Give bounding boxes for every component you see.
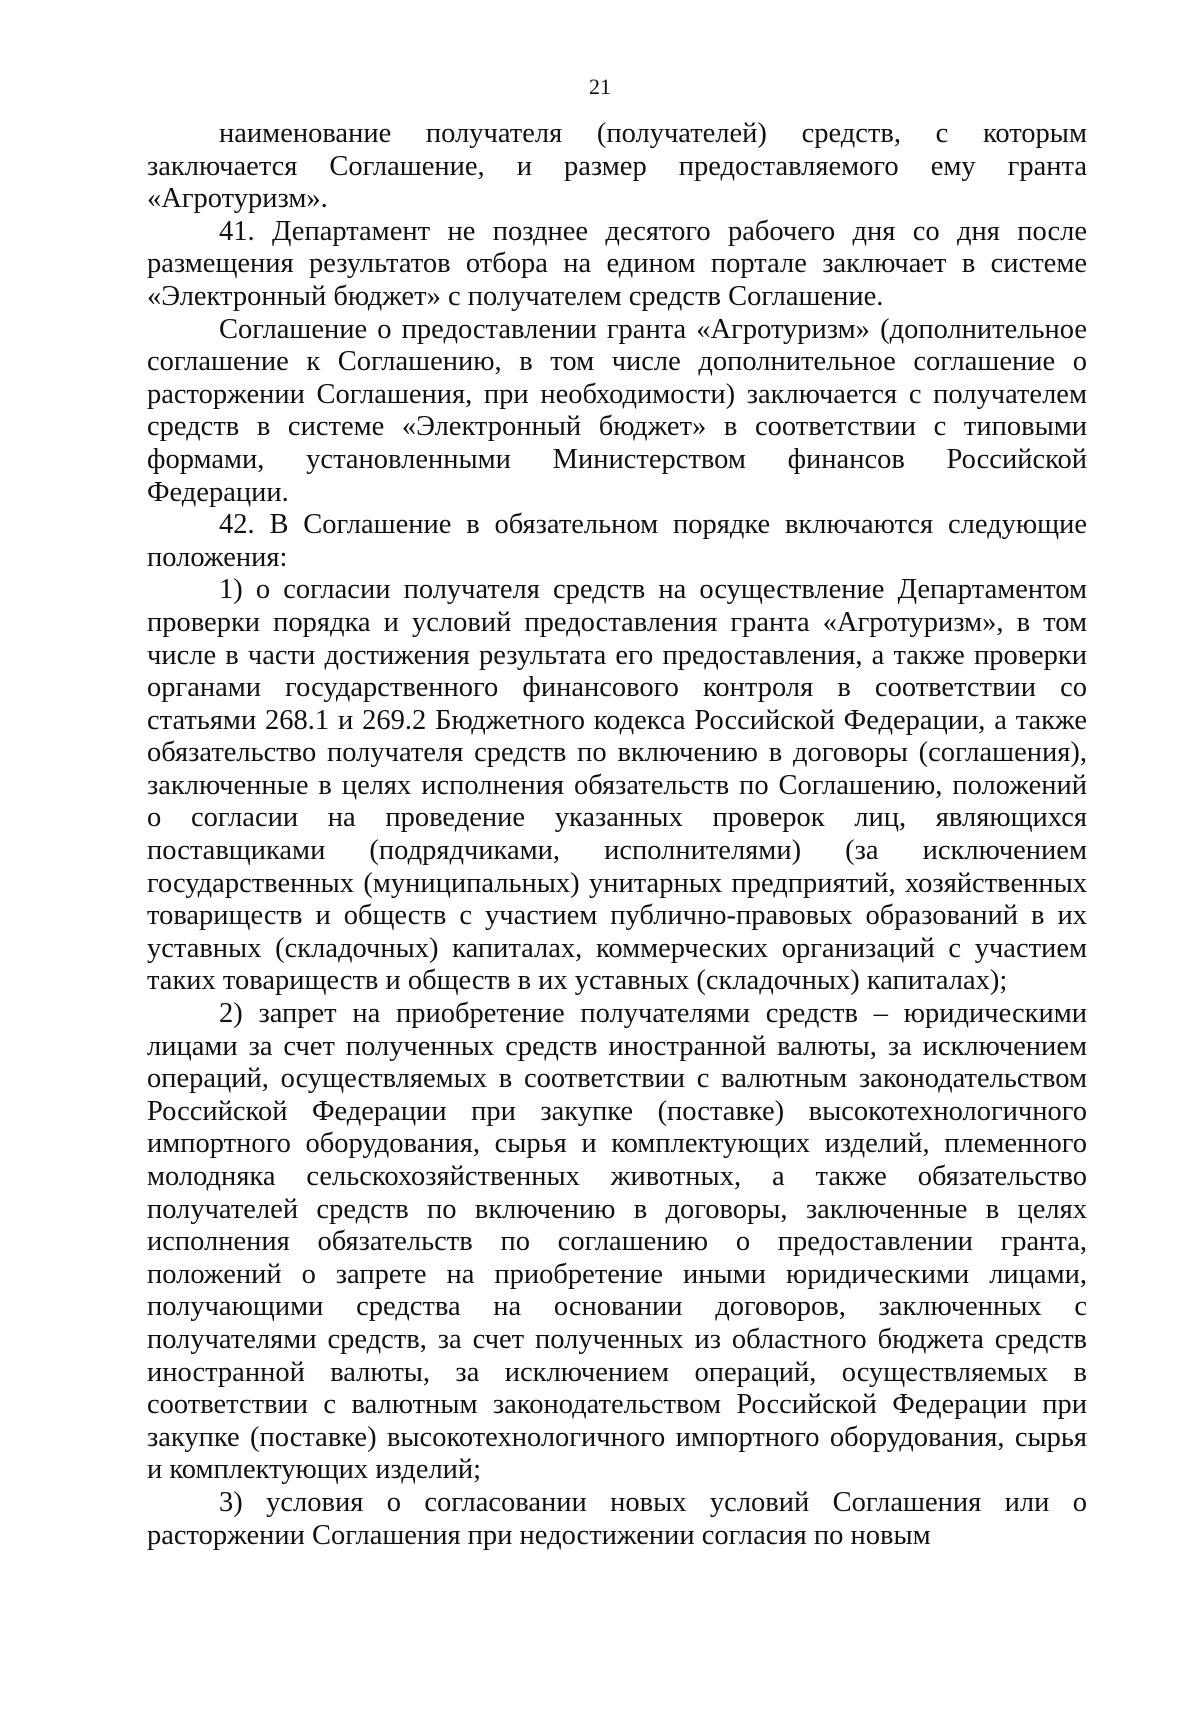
document-body <box>147 118 1087 1552</box>
paragraph-agreement-forms: Соглашение о предоставлении гранта «Агротуризм» (дополнительное соглашение к Соглашению, в том числе дополнительное соглашение о расторжении Соглашения, при необходимости) заключается с получателем средств в системе «Электронный бюджет» в соответствии с типовыми формами, установленными Министерством финансов Российской Федерации. <box>147 313 1087 508</box>
paragraph-subitem-2: 2) запрет на приобретение получателями средств – юридическими лицами за счет полученных средств иностранной валюты, за исключением операций, осуществляемых в соответствии с валютным законодательством Российской Федерации при закупке (поставке) высокотехнологичного импортного оборудования, сырья и комплектующих изделий, племенного молодняка сельскохозяйственных животных, а также обязательство получателей средств по включению в договоры, заключенные в целях исполнения обязательств по соглашению о предоставлении гранта, положений о запрете на приобретение иными юридическими лицами, получающими средства на основании договоров, заключенных с получателями средств, за счет полученных из областного бюджета средств иностранной валюты, за исключением операций, осуществляемых в соответствии с валютным законодательством Российской Федерации при закупке (поставке) высокотехнологичного импортного оборудования, сырья и комплектующих изделий; <box>147 998 1087 1486</box>
paragraph-subitem-1: 1) о согласии получателя средств на осуществление Департаментом проверки порядка и условий предоставления гранта «Агротуризм», в том числе в части достижения результата его предоставления, а также проверки органами государственного финансового контроля в соответствии со статьями 268.1 и 269.2 Бюджетного кодекса Российской Федерации, а также обязательство получателя средств по включению в договоры (соглашения), заключенные в целях исполнения обязательств по Соглашению, положений о согласии на проведение указанных проверок лиц, являющихся поставщиками (подрядчиками, исполнителями) (за исключением государственных (муниципальных) унитарных предприятий, хозяйственных товариществ и обществ с участием публично-правовых образований в их уставных (складочных) капиталах, коммерческих организаций с участием таких товариществ и обществ в их уставных (складочных) капиталах); <box>147 574 1087 997</box>
paragraph-subitem-3: 3) условия о согласовании новых условий Соглашения или о расторжении Соглашения при недостижении согласия по новым <box>147 1486 1087 1551</box>
page-number: 21 <box>589 74 611 99</box>
paragraph-recipient-name: наименование получателя (получателей) средств, с которым заключается Соглашение, и размер предоставляемого ему гранта «Агротуризм». <box>147 118 1087 215</box>
paragraph-item-42: 42. В Соглашение в обязательном порядке включаются следующие положения: <box>147 509 1087 573</box>
paragraph-item-41: 41. Департамент не позднее десятого рабочего дня со дня после размещения результатов отбора на едином портале заключает в системе «Электронный бюджет» с получателем средств Соглашение. <box>147 215 1087 312</box>
